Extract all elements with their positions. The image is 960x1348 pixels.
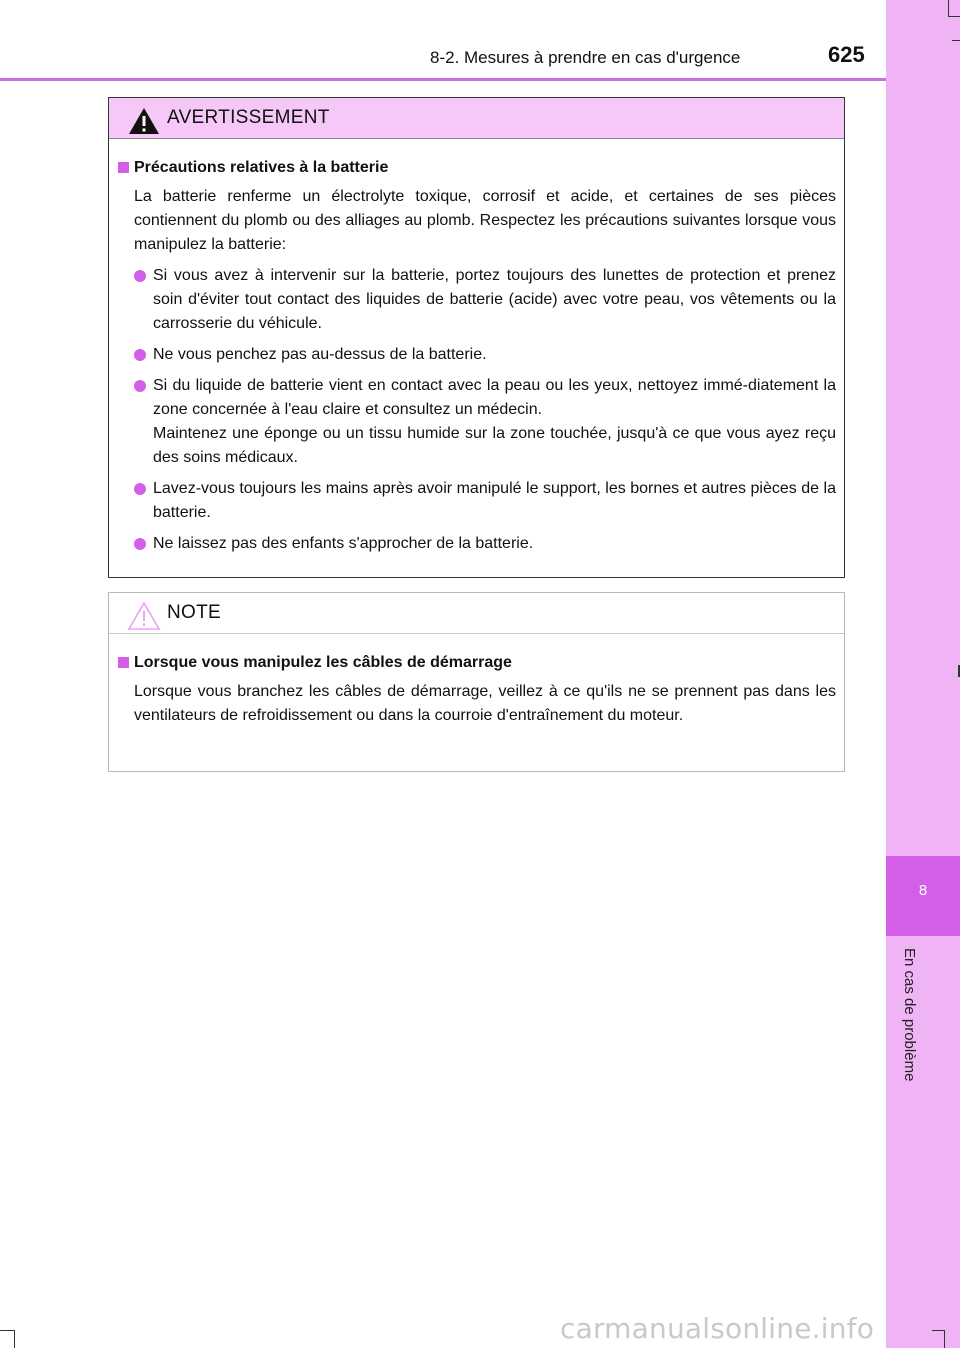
warning-section-heading-text: Précautions relatives à la batterie — [134, 159, 389, 176]
warning-header — [109, 98, 844, 139]
warning-intro: La batterie renferme un électrolyte toxique, corrosif et acide, et certaines de ses pièces contiennent du plomb ou des alliages au plomb. Respectez les précautions suivantes lorsque vous manipulez la batterie: — [134, 188, 836, 253]
bullet-text: Lavez-vous toujours les mains après avoir manipulé le support, les bornes et autres pièces de la batterie. — [153, 480, 836, 521]
note-section-heading — [118, 652, 836, 674]
section-title: 8-2. Mesures à prendre en cas d'urgence — [430, 48, 741, 67]
bullet-text: Ne laissez pas des enfants s'approcher de la batterie. — [153, 535, 534, 552]
list-item — [134, 374, 836, 470]
crop-mark — [932, 1330, 944, 1331]
warning-box — [108, 97, 845, 578]
square-bullet-icon — [118, 162, 129, 173]
bullet-dot-icon — [134, 538, 146, 550]
crop-mark — [948, 0, 949, 16]
crop-mark — [0, 1330, 14, 1331]
note-text: Lorsque vous branchez les câbles de démarrage, veillez à ce qu'ils ne se prennent pas dans les ventilateurs de refroidissement ou dans la courroie d'entraînement du moteur. — [134, 683, 836, 724]
chapter-label: En cas de problème — [901, 948, 918, 1082]
bullet-dot-icon — [134, 380, 146, 392]
list-item — [134, 477, 836, 525]
note-box — [108, 592, 845, 772]
warning-section-heading — [118, 157, 836, 179]
bullet-dot-icon — [134, 349, 146, 361]
chapter-number: 8 — [918, 882, 928, 899]
crop-mark — [14, 1330, 15, 1348]
warning-triangle-icon — [127, 106, 161, 136]
bullet-text: Ne vous penchez pas au-dessus de la batterie. — [153, 346, 487, 363]
bullet-text: Si du liquide de batterie vient en contact avec la peau ou les yeux, nettoyez immé-diatement la zone concernée à l'eau claire et consultez un médecin. — [153, 377, 836, 418]
list-item — [134, 264, 836, 336]
crop-mark — [952, 40, 960, 41]
crop-mark — [944, 1330, 945, 1348]
list-item — [134, 343, 836, 367]
list-item — [134, 532, 836, 556]
note-header — [109, 593, 844, 634]
caution-triangle-icon — [127, 601, 161, 631]
bullet-text: Si vous avez à intervenir sur la batterie, portez toujours des lunettes de protection et prenez soin d'éviter tout contact des liquides de batterie (acide) avec votre peau, vos vêtements ou la carrosserie du véhicule. — [153, 267, 836, 332]
bullet-dot-icon — [134, 270, 146, 282]
square-bullet-icon — [118, 657, 129, 668]
warning-heading: AVERTISSEMENT — [167, 107, 330, 128]
page-number: 625 — [828, 42, 865, 67]
header-divider — [0, 78, 886, 81]
bullet-dot-icon — [134, 483, 146, 495]
note-section-heading-text: Lorsque vous manipulez les câbles de démarrage — [134, 654, 512, 671]
chapter-tab — [886, 856, 960, 936]
crop-mark — [948, 16, 960, 17]
watermark: carmanualsonline.info — [560, 1312, 875, 1345]
side-tab — [886, 0, 960, 1348]
note-heading: NOTE — [167, 602, 221, 623]
bullet-text: Maintenez une éponge ou un tissu humide sur la zone touchée, jusqu'à ce que vous ayez reçu des soins médicaux. — [153, 425, 836, 466]
